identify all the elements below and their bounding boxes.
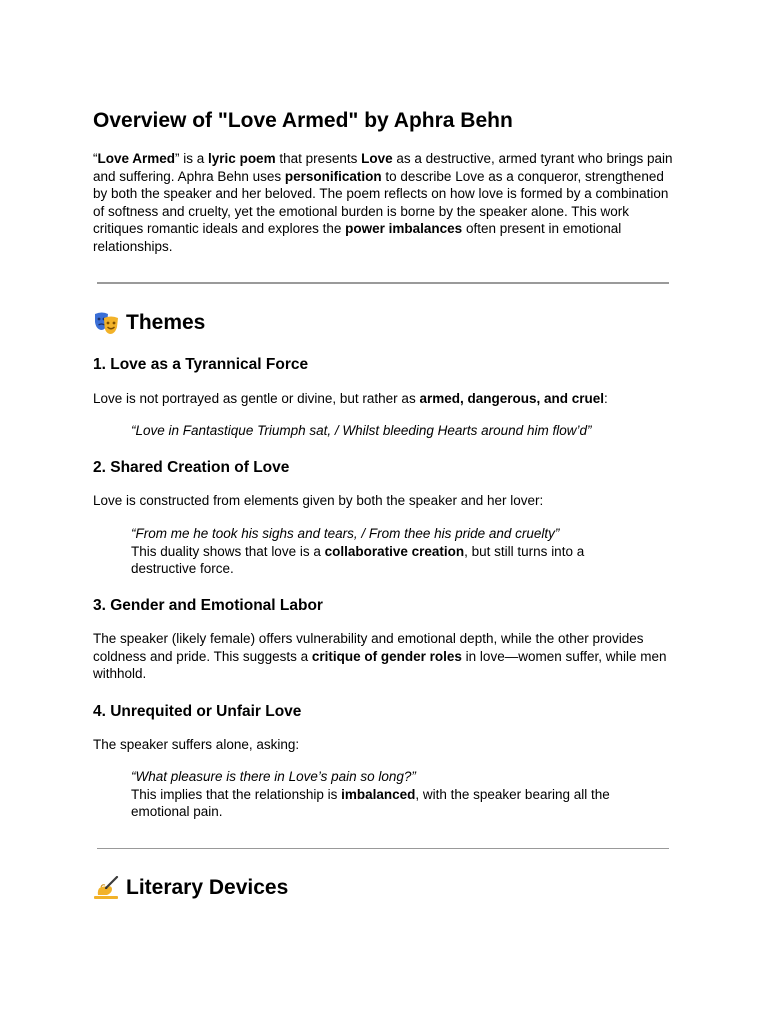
section-divider: [97, 282, 669, 284]
intro-text: that presents: [275, 151, 362, 166]
intro-bold-personification: personification: [284, 168, 382, 184]
theme-1-bold: armed, dangerous, and cruel: [419, 391, 605, 406]
theme-2-text: Love is constructed from elements given by both the speaker and her lover:: [93, 493, 544, 508]
theme-2-note: , but still turns into a destructive force.: [131, 543, 585, 577]
theme-4-quote: [131, 768, 623, 821]
themes-heading: [93, 309, 205, 337]
theme-1-text-part: Love is not portrayed as gentle or divine, but rather as: [93, 391, 420, 406]
writing-hand-icon: [93, 876, 120, 900]
intro-text: as a destructive, armed tyrant who brings pain and suffering. Aphra Behn uses: [93, 151, 673, 184]
literary-devices-heading: [93, 874, 288, 902]
theme-4-note-bold: imbalanced: [341, 786, 416, 802]
theme-3-heading: 3. Gender and Emotional Labor: [93, 597, 323, 614]
theme-1-colon: :: [604, 391, 608, 406]
intro-bold-love: Love: [361, 151, 393, 166]
themes-heading-label: Themes: [126, 311, 206, 334]
intro-bold-power-imbalances: power imbalances: [345, 221, 463, 237]
theme-1-quote: [131, 422, 631, 440]
theme-3-text-part: in love—women suffer, while men withhold.: [93, 648, 667, 682]
theme-1-heading: 1. Love as a Tyrannical Force: [93, 356, 309, 373]
theme-4-note: , with the speaker bearing all the emotional pain.: [131, 786, 610, 820]
intro-text: ” is a: [175, 151, 209, 166]
intro-paragraph: [93, 150, 675, 256]
literary-devices-heading-label: Literary Devices: [126, 876, 289, 899]
theme-4-note: This implies that the relationship is: [131, 786, 342, 802]
theme-3-text: [93, 630, 675, 683]
theme-3-bold: critique of gender roles: [311, 648, 462, 664]
intro-text: to describe Love as a conqueror, strengthened by both the speaker and her beloved. The poem reflects on how love is formed by a combination of softness and cruelty, yet the emotional burden is borne by the speaker alone. This work critiques romantic ideals and explores the: [93, 168, 669, 237]
intro-bold-love-armed: Love Armed: [97, 151, 176, 166]
theme-1-text: [93, 390, 675, 408]
theme-2-heading: 2. Shared Creation of Love: [93, 459, 290, 476]
theme-2-note-bold: collaborative creation: [324, 543, 465, 559]
theme-3-text-part: The speaker (likely female) offers vulnerability and emotional depth, while the other provides coldness and pride. This suggests a: [93, 631, 644, 664]
intro-text: often present in emotional relationships.: [93, 221, 622, 254]
theme-4-quote-text: “What pleasure is there in Love’s pain so long?”: [131, 769, 416, 784]
theme-2-quote: [131, 525, 621, 578]
document-title: Overview of "Love Armed" by Aphra Behn: [93, 109, 513, 132]
theme-1-quote-text: “Love in Fantastique Triumph sat, / Whilst bleeding Hearts around him flow’d”: [131, 423, 592, 438]
intro-text: “: [93, 151, 98, 166]
theme-2-quote-text: “From me he took his sighs and tears, / From thee his pride and cruelty”: [131, 526, 560, 541]
section-divider: [97, 848, 669, 849]
theme-2-note: This duality shows that love is a: [131, 543, 325, 559]
performing-arts-masks-icon: [93, 311, 120, 335]
intro-bold-lyric-poem: lyric poem: [208, 151, 276, 166]
theme-4-text: The speaker suffers alone, asking:: [93, 737, 300, 752]
theme-4-heading: 4. Unrequited or Unfair Love: [93, 703, 302, 720]
